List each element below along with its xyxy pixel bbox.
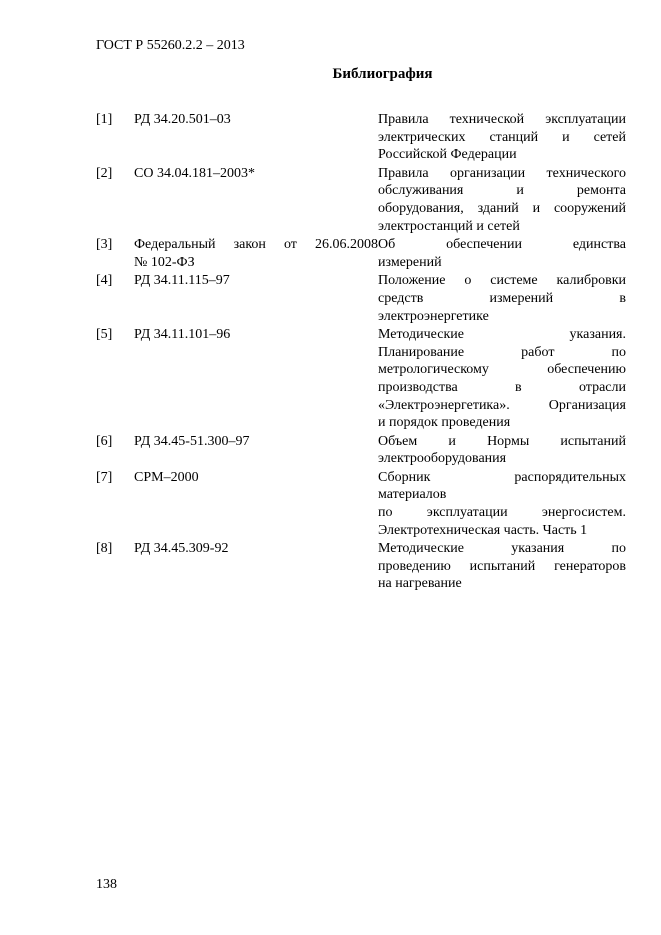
entry-title — [378, 272, 626, 326]
title-line: Положение о системе калибровки — [378, 273, 626, 289]
entry-number: [5] — [96, 327, 113, 343]
entry-number: [3] — [96, 237, 113, 253]
title-line: электростанций и сетей — [378, 218, 520, 234]
entry-number: [6] — [96, 433, 113, 449]
entry-document-code — [134, 433, 378, 469]
entry-document-code — [134, 111, 378, 165]
title-line: электроэнергетике — [378, 308, 489, 324]
title-line: Об обеспечении единства — [378, 237, 626, 253]
entry-document-code — [134, 540, 378, 594]
title-line: электрических станций и сетей — [378, 129, 626, 145]
title-line: Электротехническая часть. Часть 1 — [378, 522, 588, 538]
entry-document-code — [134, 165, 378, 236]
title-line: измерений — [378, 254, 442, 270]
title-line: метрологическому обеспечению — [378, 362, 626, 378]
title-line: производства в отрасли — [378, 379, 626, 395]
entry-number: [8] — [96, 541, 113, 557]
document-code-line: РД 34.45-51.300–97 — [134, 433, 250, 449]
bibliography-entry — [96, 326, 626, 433]
document-code-line: СО 34.04.181–2003* — [134, 165, 255, 181]
page-number: 138 — [96, 877, 117, 892]
title-line: Методические указания. — [378, 327, 626, 343]
entry-document-code — [134, 236, 378, 272]
title-line: Методические указания по — [378, 541, 626, 557]
document-code-line: № 102-ФЗ — [134, 254, 195, 270]
entry-title — [378, 469, 626, 540]
document-code-line: РД 34.11.101–96 — [134, 327, 231, 343]
document-code-line: СРМ–2000 — [134, 469, 199, 485]
document-code-line: РД 34.20.501–03 — [134, 112, 231, 127]
title-line: Планирование работ по — [378, 344, 626, 360]
entry-number: [1] — [96, 112, 113, 127]
title-line: на нагревание — [378, 576, 462, 592]
bibliography-entry — [96, 165, 626, 236]
title-line: Объем и Нормы испытаний — [378, 433, 626, 449]
entry-document-code — [134, 326, 378, 433]
bibliography-entry — [96, 111, 626, 165]
title-line: «Электроэнергетика». Организация — [378, 397, 626, 413]
entry-document-code — [134, 272, 378, 326]
entry-title — [378, 326, 626, 433]
bibliography-entry — [96, 540, 626, 594]
document-header: ГОСТ Р 55260.2.2 – 2013 — [96, 38, 245, 53]
bibliography-entry — [96, 272, 626, 326]
title-line: проведению испытаний генераторов — [378, 558, 626, 574]
entry-title — [378, 433, 626, 469]
entry-title — [378, 165, 626, 236]
bibliography-entry — [96, 469, 626, 540]
title-line: Правила организации технического — [378, 165, 626, 181]
entry-title — [378, 236, 626, 272]
entry-document-code — [134, 469, 378, 540]
title-line: Российской Федерации — [378, 147, 517, 163]
title-line: материалов — [378, 487, 447, 503]
document-code-line: РД 34.11.115–97 — [134, 273, 230, 289]
title-line: электрооборудования — [378, 451, 507, 467]
bibliography-body — [96, 111, 626, 594]
title-line: средств измерений в — [378, 290, 626, 306]
section-title: Библиография — [332, 66, 433, 82]
entry-number: [4] — [96, 273, 113, 289]
title-line: Сборник распорядительных — [378, 469, 626, 485]
bibliography-entry — [96, 433, 626, 469]
title-line: и порядок проведения — [378, 415, 511, 431]
document-code-line: РД 34.45.309-92 — [134, 541, 229, 557]
bibliography-entry — [96, 236, 626, 272]
entry-title — [378, 111, 626, 165]
entry-number: [7] — [96, 469, 113, 485]
entry-title — [378, 540, 626, 594]
title-line: Правила технической эксплуатации — [378, 112, 626, 127]
title-line: оборудования, зданий и сооружений — [378, 200, 626, 216]
entry-number: [2] — [96, 165, 113, 181]
title-line: обслуживания и ремонта — [378, 183, 626, 199]
bibliography-table — [96, 111, 626, 594]
document-code-line: Федеральный закон от 26.06.2008 — [134, 237, 378, 253]
title-line: по эксплуатации энергосистем. — [378, 505, 626, 521]
